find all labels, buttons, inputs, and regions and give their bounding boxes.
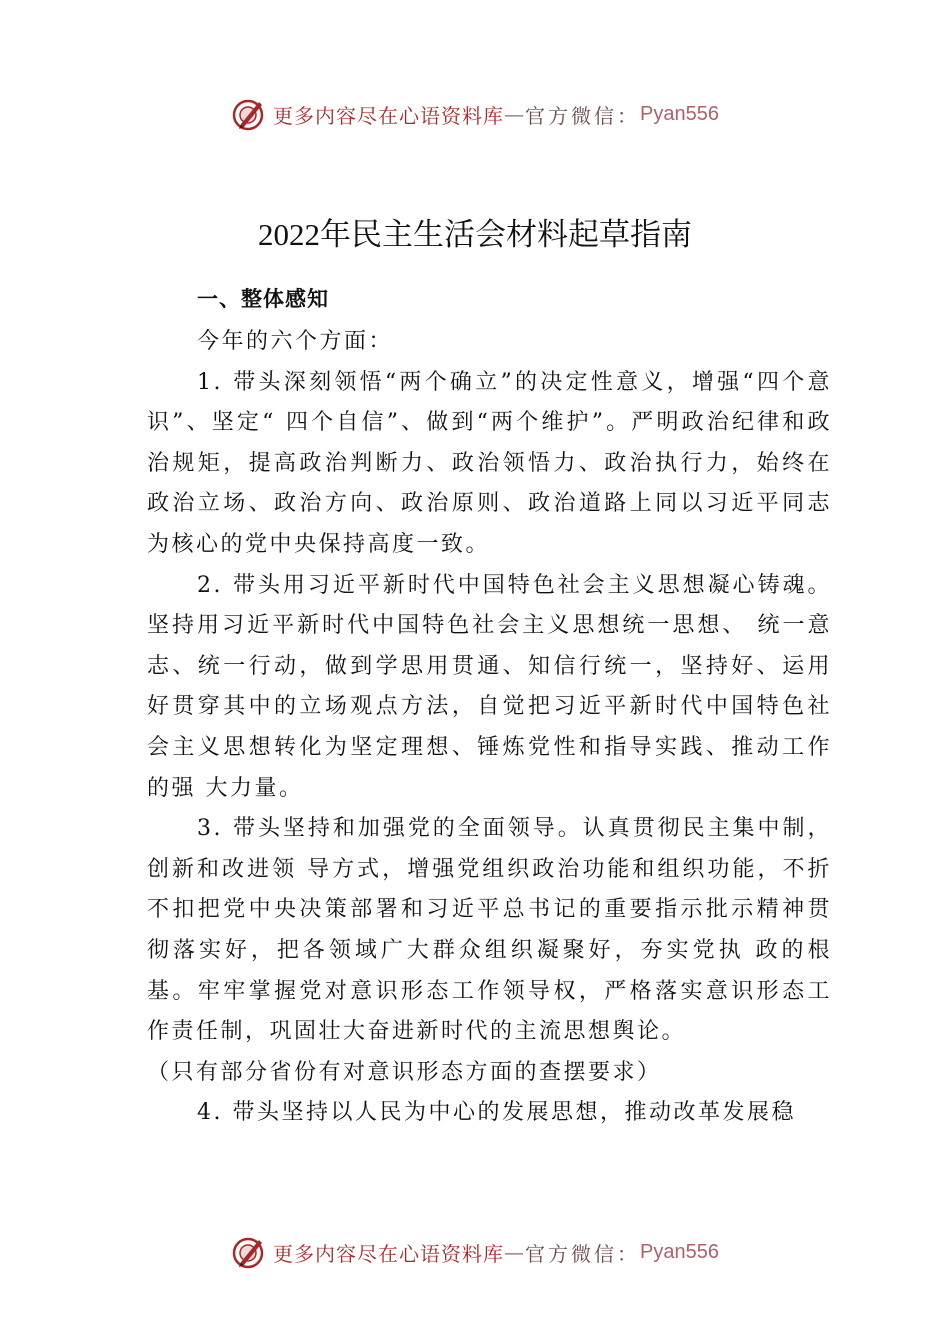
watermark-header (0, 96, 950, 132)
paragraph-4: 4. 带头坚持以人民为中心的发展思想，推动改革发展稳 (197, 1100, 796, 1126)
watermark-label: 官方微信： (525, 103, 641, 128)
note-paragraph: （只有部分省份有对意识形态方面的查摆要求） (147, 1059, 662, 1085)
watermark-brand: 更多内容尽在心语资料库 (273, 1241, 505, 1266)
paragraph-3: 3. 带头坚持和加强党的全面领导。认真贯彻民主集中制，创新和改进领 导方式，增强党组织政治功能和组织功能，不折不扣把党中央决策部署和习近平总书记的重要指示批示精神贯彻落实好，把各领域广大群众组织凝聚好，夯实党执 政的根基。牢牢掌握党对意识形态工作领导权，严格落实意识形态工作责任制，巩固壮大奋进新时代的主流思想舆论。 (147, 816, 832, 1045)
watermark-account: Pyan556 (640, 1240, 719, 1263)
watermark-footer (0, 1234, 950, 1270)
watermark-separator: — (504, 1240, 526, 1264)
paragraph-2: 2. 带头用习近平新时代中国特色社会主义思想凝心铸魂。坚持用习近平新时代中国特色社会主义思想统一思想、 统一意志、统一行动，做到学思用贯通、知信行统一，坚持好、运用好贯穿其中的立场观点方法，自觉把习近平新时代中国特色社会主义思想转化为坚定理想、锤炼党性和指导实践、推动工作的强 大力量。 (147, 572, 832, 801)
section-heading: 一、整体感知 (197, 287, 329, 311)
watermark-brand: 更多内容尽在心语资料库 (273, 103, 505, 128)
watermark-account: Pyan556 (640, 102, 719, 125)
document-body (147, 280, 832, 1134)
intro-paragraph: 今年的六个方面： (197, 329, 394, 354)
pen-seal-icon (231, 1234, 267, 1270)
watermark-separator: — (504, 102, 526, 126)
paragraph-1: 1. 带头深刻领悟“两个确立”的决定性意义，增强“四个意识”、坚定“ 四个自信”、做到“两个维护”。严明政治纪律和政治规矩，提高政治判断力、政治领悟力、政治执行力，始终在政治立场、政治方向、政治原则、政治道路上同以习近平同志为核心的党中央保持高度一致。 (147, 369, 832, 557)
watermark-label: 官方微信： (525, 1241, 641, 1266)
pen-seal-icon (231, 96, 267, 132)
document-title: 2022年民主生活会材料起草指南 (258, 216, 692, 252)
